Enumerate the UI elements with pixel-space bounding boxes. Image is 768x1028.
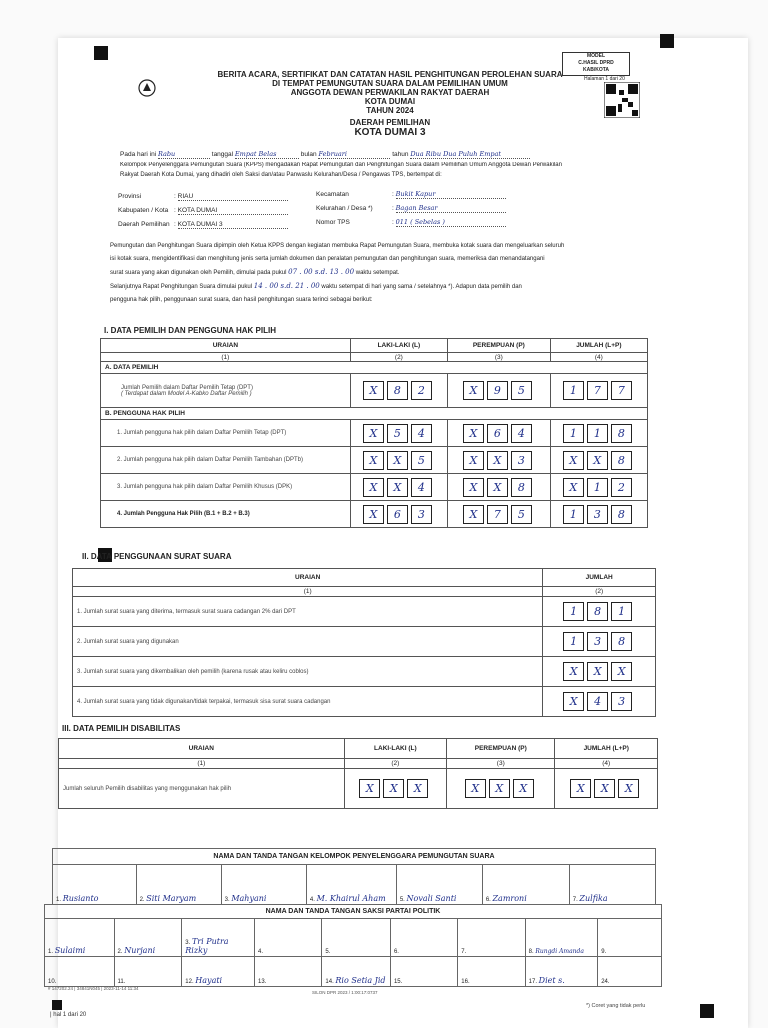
digit-box: X — [465, 779, 486, 798]
kpps-signature — [396, 865, 482, 905]
title-line: BERITA ACARA, SERTIFIKAT DAN CATATAN HASIL PENGHITUNGAN PEROLEHAN SUARA — [217, 70, 563, 79]
start-time-value: 07 . 00 s.d. 13 . 00 — [288, 268, 355, 276]
digit-box: 8 — [611, 505, 632, 524]
digit-box: 3 — [611, 692, 632, 711]
footer-note: *) Coret yang tidak perlu — [586, 1003, 646, 1009]
b2-p-boxes — [448, 447, 551, 474]
col-number: (4) — [550, 353, 647, 362]
sig-number: 9. — [601, 949, 607, 955]
b3-p-boxes — [448, 474, 551, 501]
b1-j-boxes — [550, 420, 647, 447]
sig-number: 17. — [528, 979, 537, 985]
digit-box: 7 — [587, 381, 608, 400]
field-label: Nomor TPS — [316, 219, 350, 226]
digit-box: 8 — [611, 424, 632, 443]
kpps-signature — [569, 865, 655, 905]
sig-number: 7. — [572, 897, 578, 903]
saksi-signature — [598, 957, 662, 987]
sig-number: 24. — [601, 979, 610, 985]
paragraph-line: Selanjutnya Rapat Penghitungan Suara dimulai pukul — [110, 284, 253, 290]
col-header: LAKI-LAKI (L) — [350, 339, 447, 353]
col-number: (3) — [448, 353, 551, 362]
digit-box: X — [618, 779, 639, 798]
ss4-boxes — [543, 687, 656, 717]
sig-number: 1. — [48, 949, 54, 955]
section-1-table — [100, 338, 648, 528]
sig-number: 5. — [399, 897, 405, 903]
kpps-signature — [136, 865, 221, 905]
digit-box: X — [359, 779, 380, 798]
sig-name: Diet s. — [538, 976, 565, 985]
digit-box: 4 — [411, 478, 432, 497]
col-number: (2) — [543, 587, 656, 597]
sig-number: 2. — [139, 897, 145, 903]
sig-number: 3. — [224, 897, 230, 903]
intro-line — [120, 150, 660, 159]
section-2-title: II. DATA PENGGUNAAN SURAT SUARA — [82, 552, 232, 561]
digit-box: 1 — [563, 424, 584, 443]
paragraph-line: pengguna hak pilih, penggunaan surat suara, dan hasil penghitungan suara terinci sebagai berikut: — [110, 297, 373, 303]
b4-j-boxes — [550, 501, 647, 528]
sig-name: M. Khairul Aham — [316, 894, 386, 903]
title-line: ANGGOTA DEWAN PERWAKILAN RAKYAT DAERAH — [290, 88, 490, 97]
paragraph-line: waktu setempat di hari yang sama / setelahnya *). Adapun data pemilih dan — [321, 284, 522, 290]
title-line: DI TEMPAT PEMUNGUTAN SUARA DALAM PEMILIHAN UMUM — [272, 79, 508, 88]
kecamatan-row: Kecamatan : Bukit Kapur — [316, 190, 506, 199]
digit-box: X — [587, 451, 608, 470]
intro-label: tahun — [392, 151, 409, 158]
digit-box: 5 — [387, 424, 408, 443]
kpps-signature — [53, 865, 137, 905]
dis-l-boxes — [344, 769, 447, 809]
digit-box: 8 — [611, 451, 632, 470]
saksi-signature — [182, 957, 255, 987]
b3-j-boxes — [550, 474, 647, 501]
digit-box: X — [487, 478, 508, 497]
title-line: KOTA DUMAI — [364, 97, 416, 106]
digit-box: X — [487, 451, 508, 470]
digit-box: X — [383, 779, 404, 798]
saksi-title: NAMA DAN TANDA TANGAN SAKSI PARTAI POLITIK — [45, 905, 662, 919]
col-number: (2) — [344, 759, 447, 769]
digit-box: X — [363, 381, 384, 400]
tahun-value: Dua Ribu Dua Puluh Empat — [410, 150, 530, 159]
sig-name: Tri Putra Rizky — [185, 937, 229, 955]
digit-box: X — [570, 779, 591, 798]
kpu-logo-icon — [138, 78, 156, 98]
field-label: Daerah Pemilihan — [118, 221, 170, 228]
digit-box: X — [363, 451, 384, 470]
sig-name: Hayati — [195, 976, 223, 985]
digit-box: 1 — [611, 602, 632, 621]
digit-box: 7 — [611, 381, 632, 400]
model-line: C.HASIL DPRD — [578, 60, 614, 66]
digit-box: X — [563, 692, 584, 711]
col-number: (1) — [73, 587, 543, 597]
b1-l-boxes — [350, 420, 447, 447]
row-label: 3. Jumlah surat suara yang dikembalikan oleh pemilih (karena rusak atau keliru coblos) — [73, 657, 543, 687]
footer-center-code: SILON DPR 2023 / 1:00:17:0737 — [312, 990, 378, 995]
registration-mark — [94, 46, 108, 60]
digit-box: X — [463, 505, 484, 524]
sig-number: 14. — [325, 979, 334, 985]
kpps-signature — [221, 865, 306, 905]
dpt-j-boxes — [550, 374, 647, 408]
digit-box: 8 — [587, 602, 608, 621]
sig-number: 5. — [325, 949, 331, 955]
digit-box: 2 — [611, 478, 632, 497]
digit-box: X — [513, 779, 534, 798]
row-label: 3. Jumlah pengguna hak pilih dalam Daftar Pemilih Khusus (DPK) — [101, 474, 351, 501]
title-line: TAHUN 2024 — [366, 106, 414, 115]
sig-name: Rio Setia Jid — [335, 976, 386, 985]
kecamatan-value: Bukit Kapur — [396, 190, 506, 199]
section-2-table — [72, 568, 656, 717]
provinsi-value: RIAU — [178, 193, 288, 201]
procedure-paragraph — [110, 240, 650, 307]
col-header: JUMLAH (L+P) — [555, 739, 658, 759]
dapil-value: KOTA DUMAI 3 — [178, 221, 288, 229]
row-label: 1. Jumlah surat suara yang diterima, termasuk surat suara cadangan 2% dari DPT — [73, 597, 543, 627]
saksi-signature — [390, 957, 457, 987]
sig-number: 10. — [48, 979, 57, 985]
saksi-signature — [45, 957, 115, 987]
digit-box: 8 — [611, 632, 632, 651]
sig-name: Rungdi Amanda — [535, 948, 584, 955]
col-header: URAIAN — [59, 739, 345, 759]
intro-label: Pada hari ini — [120, 151, 157, 158]
count-time-value: 14 . 00 s.d. 21 . 00 — [253, 282, 320, 290]
digit-box: 2 — [411, 381, 432, 400]
sig-number: 4. — [309, 897, 315, 903]
sig-name: Zulfika — [579, 894, 608, 903]
intro-text: Kelompok Penyelenggara Pemungutan Suara (KPPS) mengadakan Rapat Pemungutan dan Penghitungan Suara dalam Pemilihan Umum Anggota Dewan Perwakilan — [120, 162, 562, 168]
field-label: Provinsi — [118, 193, 142, 200]
kabkota-value: KOTA DUMAI — [178, 207, 288, 215]
intro-label: tanggal — [211, 151, 234, 158]
digit-box: 1 — [587, 424, 608, 443]
field-label: Kabupaten / Kota — [118, 207, 169, 214]
row-label: 2. Jumlah surat suara yang digunakan — [73, 627, 543, 657]
digit-box: 4 — [411, 424, 432, 443]
b2-l-boxes — [350, 447, 447, 474]
dpt-l-boxes — [350, 374, 447, 408]
saksi-signature — [322, 919, 391, 957]
row-note: ( Terdapat dalam Model A-Kabko Daftar Pemilih ) — [121, 390, 252, 397]
b4-p-boxes — [448, 501, 551, 528]
digit-box: 3 — [587, 505, 608, 524]
registration-mark — [700, 1004, 714, 1018]
dis-j-boxes — [555, 769, 658, 809]
sig-name: Siti Maryam — [146, 894, 197, 903]
digit-box: 5 — [411, 451, 432, 470]
kpps-title: NAMA DAN TANDA TANGAN KELOMPOK PENYELENGGARA PEMUNGUTAN SUARA — [53, 849, 656, 865]
digit-box: X — [611, 662, 632, 681]
digit-box: X — [387, 478, 408, 497]
digit-box: 8 — [387, 381, 408, 400]
footer-code: # 147202.24 | 34841N045 | 2023-11-14 11:34 — [48, 986, 139, 991]
digit-box: 4 — [511, 424, 532, 443]
saksi-signature — [458, 919, 525, 957]
subsection-title: B. PENGGUNA HAK PILIH — [101, 408, 648, 420]
dis-p-boxes — [447, 769, 555, 809]
sig-number: 12. — [185, 979, 194, 985]
sig-number: 6. — [393, 949, 399, 955]
ss1-boxes — [543, 597, 656, 627]
saksi-signature — [255, 919, 322, 957]
saksi-signature — [525, 957, 598, 987]
saksi-signature — [390, 919, 457, 957]
row-label: Jumlah seluruh Pemilih disabilitas yang menggunakan hak pilih — [59, 769, 345, 809]
saksi-signature — [322, 957, 391, 987]
col-header: URAIAN — [73, 569, 543, 587]
row-label: 2. Jumlah pengguna hak pilih dalam Daftar Pemilih Tambahan (DPTb) — [101, 447, 351, 474]
ss3-boxes — [543, 657, 656, 687]
digit-box: 6 — [387, 505, 408, 524]
digit-box: 9 — [487, 381, 508, 400]
digit-box: X — [387, 451, 408, 470]
sig-number: 8. — [528, 949, 534, 955]
page-label: Halaman 1 dari 20 — [584, 76, 625, 82]
sig-name: Novali Santi — [406, 894, 457, 903]
kelurahan-row: Kelurahan / Desa *) : Bagan Besar — [316, 204, 506, 213]
digit-box: 7 — [487, 505, 508, 524]
subsection-title: A. DATA PEMILIH — [101, 362, 648, 374]
saksi-signature — [45, 919, 115, 957]
digit-box: X — [363, 505, 384, 524]
digit-box: X — [363, 478, 384, 497]
kpps-signature — [482, 865, 569, 905]
col-header: JUMLAH — [543, 569, 656, 587]
sig-number: 4. — [258, 949, 264, 955]
digit-box: 3 — [411, 505, 432, 524]
col-number: (4) — [555, 759, 658, 769]
saksi-signature — [182, 919, 255, 957]
dapil-row: Daerah Pemilihan : KOTA DUMAI 3 — [118, 221, 288, 229]
sig-name: Nurjani — [124, 946, 156, 955]
sig-name: Zamroni — [492, 894, 527, 903]
table-row-label — [101, 374, 351, 408]
digit-box: X — [563, 662, 584, 681]
sig-number: 15. — [393, 979, 403, 985]
sig-number: 13. — [258, 979, 267, 985]
digit-box: X — [463, 478, 484, 497]
registration-mark — [52, 1000, 62, 1010]
b3-l-boxes — [350, 474, 447, 501]
digit-box: X — [489, 779, 510, 798]
digit-box: X — [463, 451, 484, 470]
sig-number: 3. — [185, 940, 191, 946]
digit-box: 1 — [563, 505, 584, 524]
digit-box: 5 — [511, 505, 532, 524]
model-line: MODEL — [586, 53, 606, 59]
sig-number: 11. — [117, 979, 126, 985]
row-label: Jumlah Pemilih dalam Daftar Pemilih Tetap (DPT) — [121, 384, 253, 391]
digit-box: 8 — [511, 478, 532, 497]
digit-box: 1 — [587, 478, 608, 497]
digit-box: X — [563, 478, 584, 497]
col-number: (2) — [350, 353, 447, 362]
bulan-value: Februari — [318, 150, 390, 159]
registration-mark — [660, 34, 674, 48]
col-number: (1) — [59, 759, 345, 769]
sig-number: 6. — [485, 897, 491, 903]
paragraph-line: isi kotak suara, mengidentifikasi dan menghitung jenis serta jumlah dokumen dan peralatan pemungutan dan penghitungan suara, memeriksa dan menandatangani — [110, 256, 545, 262]
saksi-signature — [525, 919, 598, 957]
dapil-label: DAERAH PEMILIHAN — [349, 118, 431, 127]
digit-box: 1 — [563, 632, 584, 651]
digit-box: X — [563, 451, 584, 470]
field-label: Kecamatan — [316, 191, 349, 198]
provinsi-row: Provinsi : RIAU — [118, 193, 288, 201]
saksi-signature — [114, 919, 182, 957]
model-line: KAB/KOTA — [582, 67, 609, 73]
b2-j-boxes — [550, 447, 647, 474]
col-header: PEREMPUAN (P) — [447, 739, 555, 759]
sig-name: Rusianto — [62, 894, 99, 903]
ss2-boxes — [543, 627, 656, 657]
kpps-signature — [306, 865, 396, 905]
saksi-signature — [255, 957, 322, 987]
saksi-signature — [114, 957, 182, 987]
saksi-signature — [598, 919, 662, 957]
sig-number: 7. — [461, 949, 467, 955]
col-number: (1) — [101, 353, 351, 362]
col-header: URAIAN — [101, 339, 351, 353]
row-label: 4. Jumlah Pengguna Hak Pilih (B.1 + B.2 + B.3) — [101, 501, 351, 528]
sig-number: 1. — [56, 897, 62, 903]
sig-name: Mahyani — [231, 894, 267, 903]
col-header: PEREMPUAN (P) — [448, 339, 551, 353]
tps-value: 011 ( Sebelas ) — [396, 218, 506, 227]
digit-box: 6 — [487, 424, 508, 443]
tps-row: Nomor TPS : 011 ( Sebelas ) — [316, 218, 506, 227]
kpps-signature-table — [52, 848, 656, 905]
dpt-p-boxes — [448, 374, 551, 408]
intro-text: Rakyat Daerah Kota Dumai, yang dihadiri oleh Saksi dan/atau Panwaslu Kelurahan/Desa / Pengawas TPS, bertempat di: — [120, 172, 442, 178]
digit-box: X — [363, 424, 384, 443]
row-label: 1. Jumlah pengguna hak pilih dalam Daftar Pemilih Tetap (DPT) — [101, 420, 351, 447]
tanggal-value: Empat Belas — [235, 150, 299, 159]
digit-box: 3 — [511, 451, 532, 470]
digit-box: X — [463, 424, 484, 443]
digit-box: 4 — [587, 692, 608, 711]
saksi-signature — [458, 957, 525, 987]
paragraph-line: surat suara yang akan digunakan oleh Pemilih, dimulai pada pukul — [110, 270, 287, 276]
col-header: JUMLAH (L+P) — [550, 339, 647, 353]
b1-p-boxes — [448, 420, 551, 447]
digit-box: X — [594, 779, 615, 798]
kelurahan-value: Bagan Besar — [396, 204, 506, 213]
col-number: (3) — [447, 759, 555, 769]
sig-name: Sulaimi — [54, 946, 86, 955]
intro-label: bulan — [300, 151, 317, 158]
digit-box: X — [407, 779, 428, 798]
sig-number: 2. — [117, 949, 123, 955]
digit-box: X — [587, 662, 608, 681]
field-label: Kelurahan / Desa *) — [316, 205, 373, 212]
hari-value: Rabu — [158, 150, 210, 159]
dapil-title: KOTA DUMAI 3 — [354, 127, 426, 138]
digit-box: 1 — [563, 381, 584, 400]
qr-code-icon — [604, 82, 640, 118]
row-label: 4. Jumlah surat suara yang tidak digunakan/tidak terpakai, termasuk sisa surat suara cadangan — [73, 687, 543, 717]
paragraph-line: waktu setempat. — [355, 270, 400, 276]
digit-box: 3 — [587, 632, 608, 651]
footer-page: | hal 1 dari 20 — [50, 1012, 87, 1018]
digit-box: 1 — [563, 602, 584, 621]
saksi-signature-table — [44, 904, 662, 987]
sig-number: 16. — [461, 979, 470, 985]
paragraph-line: Pemungutan dan Penghitungan Suara dipimpin oleh Ketua KPPS dengan kegiatan membuka Rapat Pemungutan Suara, membuka kotak suara dan mengeluarkan seluruh — [110, 243, 565, 249]
digit-box: 5 — [511, 381, 532, 400]
kabkota-row: Kabupaten / Kota : KOTA DUMAI — [118, 207, 288, 215]
section-3-table — [58, 738, 658, 809]
digit-box: X — [463, 381, 484, 400]
col-header: LAKI-LAKI (L) — [344, 739, 447, 759]
section-1-title: I. DATA PEMILIH DAN PENGGUNA HAK PILIH — [104, 326, 276, 335]
b4-l-boxes — [350, 501, 447, 528]
section-3-title: III. DATA PEMILIH DISABILITAS — [62, 724, 181, 733]
